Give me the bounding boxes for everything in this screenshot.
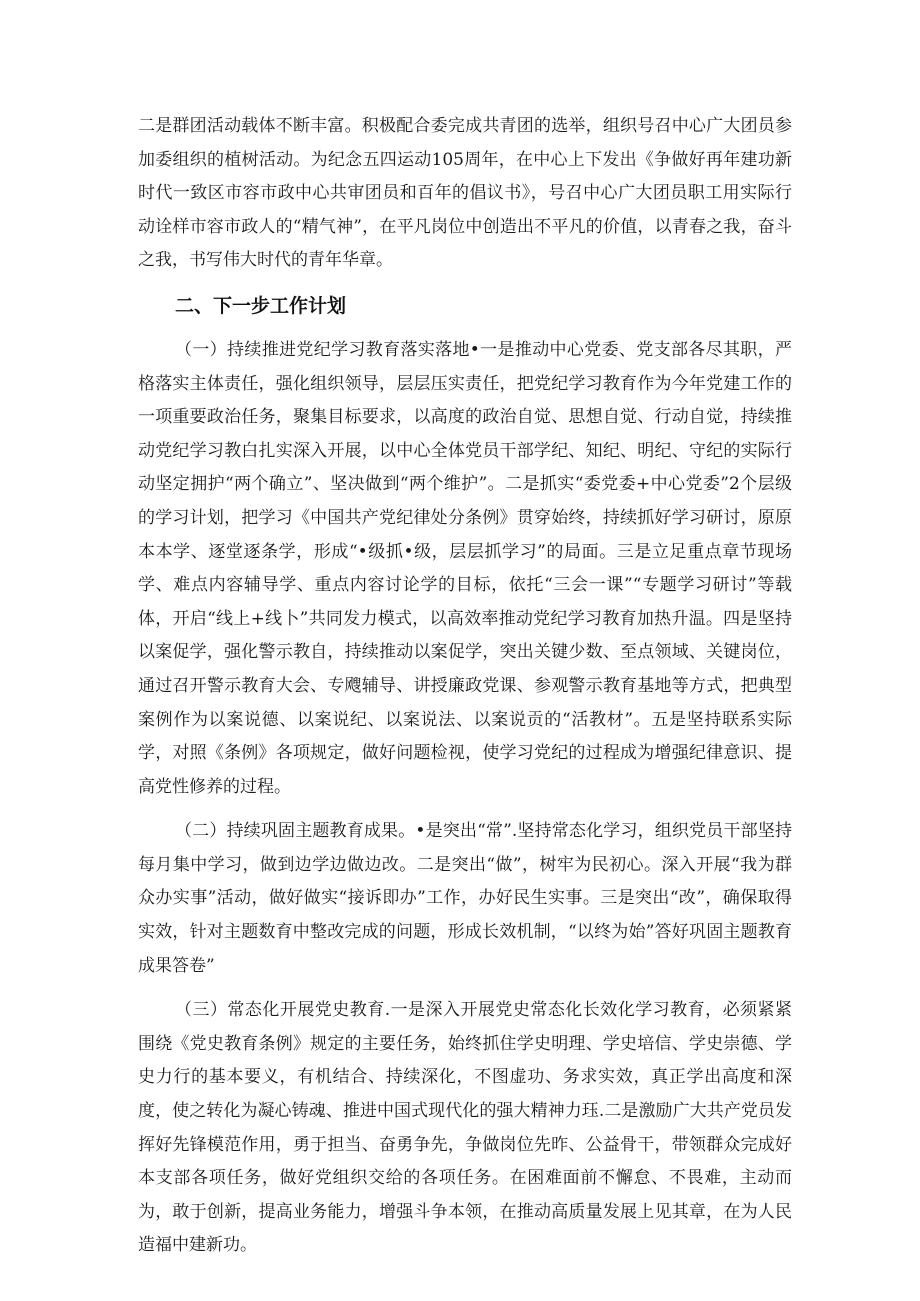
paragraph-2: （二）持续巩固主题教育成果。•是突出“常”.坚持常态化学习，组织党员干部坚持每月集中学习，做到边学边做边改。二是突出“做”，树牢为民初心。深入开展“我为群众办实事”活动，做好做实“接诉即办”工作，办好民生实事。三是突出“改”，确保取得实效，针对主题数育中整改完成的问题，形成长效机制，“以终为始”答好巩固主题教育成果答卷” (138, 821, 792, 976)
paragraph-3: （三）常态化开展党史教育.一是深入开展党史常态化长效化学习教育，必须紧紧围绕《党史教育条例》规定的主要任务，始终抓住学史明理、学史培信、学史崇德、学史力行的基本要义，有机结合、持续深化，不图虚功、务求实效，真正学出高度和深度，使之转化为凝心铸魂、推进中国式现代化的强大精神力珏.二是激励广大共产党员发挥好先锋模范作用，勇于担当、奋勇争先，争做岗位先昨、公益骨干，带领群众完成好本支部各项任务，做好党组织交给的各项任务。在困难面前不懈怠、不畏难，主动而为，敢于创新，提高业务能力，增强斗争本领，在推动高质量发展上见其章，在为人民造福中建新功。 (138, 1000, 792, 1256)
section-heading: 二、下一步工作计划 (175, 294, 347, 317)
paragraph-1: （一）持续推进党纪学习教育落实落地•一是推动中心党委、党支部各尽其职，严格落实主体责任，强化组织领导，层层压实责任，把党纪学习教育作为今年党建工作的一项重要政治任务，聚集目标要求，以高度的政治自觉、思想自觉、行动自觉，持续推动党纪学习教白扎实深入开展，以中心全体党员干部学纪、知纪、明纪、守纪的实际行动坚定拥护“两个确立”、坚决做到“两个维护”。二是抓实“委党委+中心党委”2个层级的学习计划，把学习《中国共产党纪律处分条例》贯穿始终，持续抓好学习研讨，原原本本学、逐堂逐条学，形成“•级抓•级，层层抓学习”的局面。三是立足重点章节现场学、难点内容辅导学、重点内容讨论学的目标，依托“三会一课”“专题学习研讨”等载体，开启“线上+线卜”共同发力模式，以高效率推动党纪学习教育加热升温。四是坚持以案促学，强化警示教自，持续推动以案促学，突出关键少数、至点领域、关键岗位，通过召开警示教育大会、专飕辅导、讲授廉政党课、参观警示教育基地等方式，把典型案例作为以案说德、以案说纪、以案说法、以案说贡的“活教材”。五是坚持联系实际学，对照《条例》各项规定，做好问题检视，使学习党纪的过程成为增强纪律意识、提高党性修养的过程。 (138, 339, 792, 797)
paragraph-gap (138, 983, 792, 994)
paragraph-intro: 二是群团活动载体不断丰富。积极配合委完成共青团的选举，组织号召中心广大团员参加委组织的植树活动。为纪念五四运动105周年，在中心上下发出《争做好再年建功新时代一致区市容市政中心共审团员和百年的倡议书》，号召中心广大团员职工用实际行动诠样市容市政人的“精气神”，在平凡岗位中创造出不平凡的价值，以青春之我，奋斗之我，书写伟大时代的青年华章。 (138, 116, 792, 271)
paragraph-gap (138, 804, 792, 815)
document-page (138, 110, 792, 1263)
